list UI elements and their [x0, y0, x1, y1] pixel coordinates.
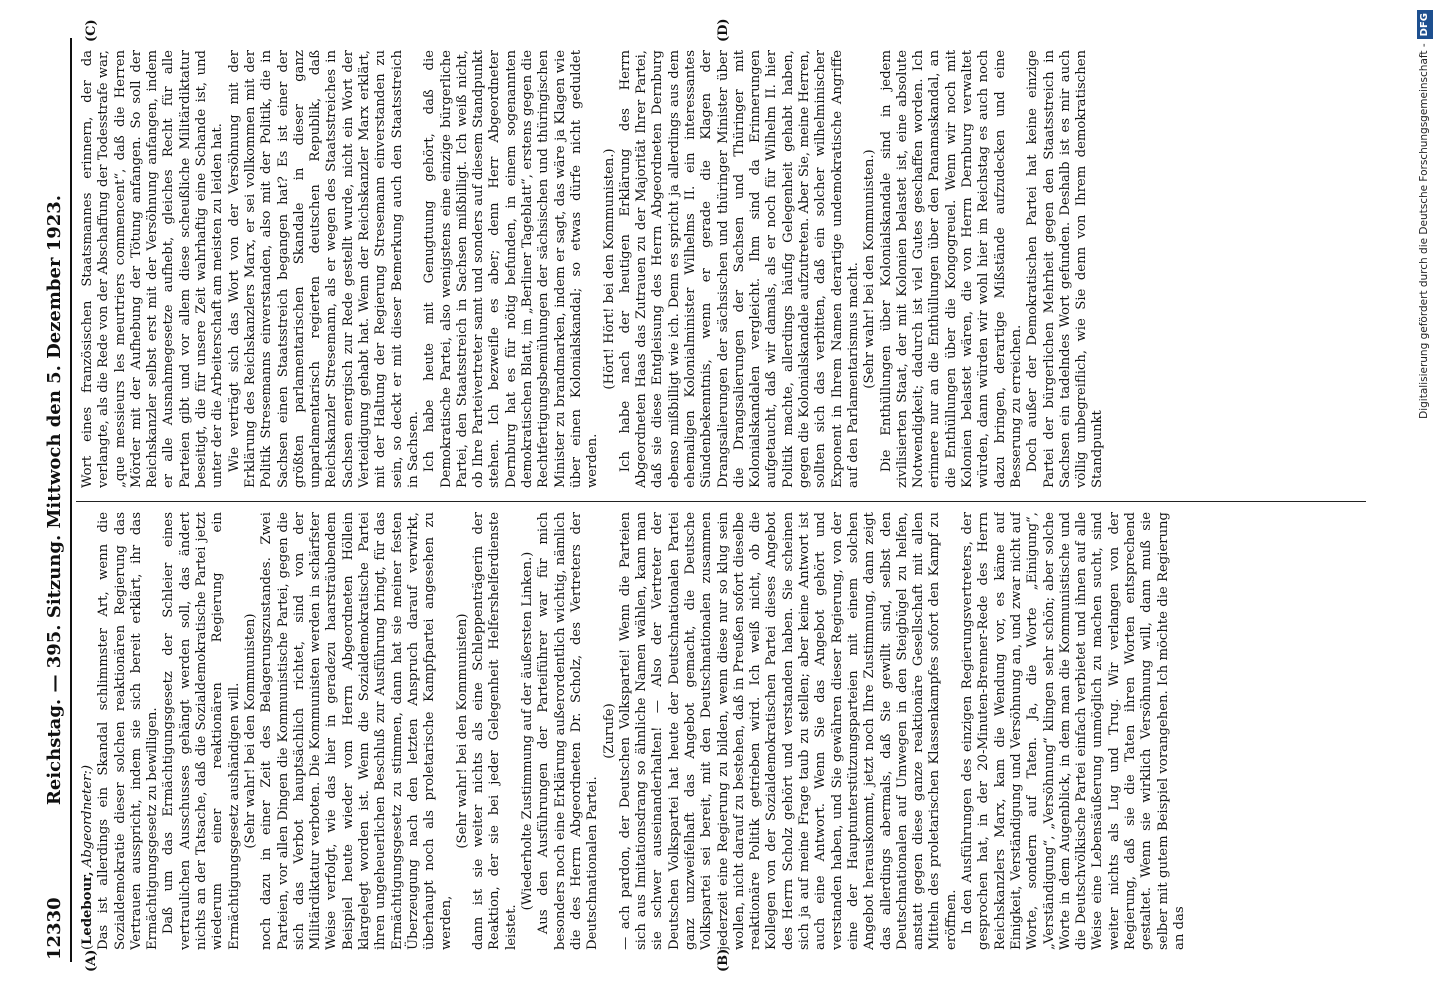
paragraph: Das ist allerdings ein Skandal schlimmster Art, wenn die Sozialdemokratie dieser solchen reaktionären Regierung das Vertrauen ausspricht, indem sie sich bereit erklärt, ihr das Ermächtigungsgesetz zu bewilligen. — [96, 512, 161, 950]
margin-mark-c: (C) — [84, 19, 99, 42]
page-number: 12330 — [44, 897, 65, 960]
margin-mark-d: (D) — [716, 18, 731, 42]
speaker-name: Ledebour, — [80, 871, 95, 945]
header-rule — [70, 38, 72, 962]
credit-text: Digitalisierung gefördert durch die Deutsche Forschungsgemeinschaft - — [1418, 43, 1430, 419]
paragraph: Wie verträgt sich das Wort von der Versöhnung mit der Erklärung des Reichskanzlers Marx, er sei vollkommen mit der Politik Stresemanns einverstanden, also mit der Politik, die in Sachsen einen Staatsstreich begangen hat? Es ist einer der größten parlamentarischen Skandale in dieser ganz unparlamentarisch regierten deutschen Republik, daß Reichskanzler Stresemann, als er wegen des Staatsstreiches in Sachsen energisch zur Rede gestellt wurde, nicht ein Wort der Verteidigung gehabt hat. Wenn der Reichskanzler Marx erklärt, mit der Haltung der Regierung Stresemann einverstanden zu sein, so deckt er mit dieser Bemerkung auch den Staatsstreich in Sachsen. — [226, 50, 421, 488]
left-column — [80, 512, 1362, 950]
paragraph: Aus den Ausführungen der Parteiführer war für mich besonders noch eine Erklärung außerordentlich wichtig, nämlich die des Herrn Abgeordneten Dr. Scholz, des Vertreters der Deutschnationalen Partei. — [536, 512, 601, 950]
page-title: Reichstag. — 395. Sitzung. Mittwoch den 5. Dezember 1923. — [44, 194, 65, 806]
paragraph: Daß um das Ermächtigungsgesetz der Schleier eines vertraulichen Ausschusses gehängt werden soll, das ändert nichts an der Tatsache, daß die Sozialdemokratische Partei jetzt wiederum einer reaktionären Regierung ein Ermächtigungsgesetz aushändigen will. — [161, 512, 242, 950]
paragraph: In den Ausführungen des einzigen Regierungsvertreters, der gesprochen hat, in der 20-Minuten-Brenner-Rede des Herrn Reichskanzlers Marx, kam die Wendung vor, es käme auf Einigkeit, Verständigung und Versöhnung an, und zwar nicht auf Worte, sondern auf Taten. Ja, die Worte „Einigung“, „Verständigung“, „Versöhnung“ klingen sehr schön; aber solche Worte in dem Augenblick, in dem man die Kommunistische und die Deutschvölkische Partei einfach verbietet und ihnen auf alle Weise eine Lebensäußerung unmöglich zu machen sucht, sind weiter nichts als Lug und Trug. Wir verlangen von der Regierung, daß sie die Taten ihren Worten entsprechend gestaltet. Wenn sie wirklich Versöhnung will, dann muß sie selber mit gutem Beispiel vorangehen. Ich möchte die Regierung an das — [960, 512, 1187, 950]
interjection: (Sehr wahr! bei den Kommunisten) — [242, 613, 258, 849]
margin-mark-a: (A) — [84, 949, 99, 972]
right-column — [80, 50, 1362, 488]
paragraph: Ich habe nach der heutigen Erklärung des Herrn Abgeordneten Haas das Zutrauen zu der Majorität Ihrer Partei, daß sie diese Entgleisung des Herrn Abgeordneten Dernburg ebenso mißbilligt wie ich. Denn es spricht ja allerdings aus dem ehemaligen Kolonialminister Wilhelms II. ein interessantes Sündenbekenntnis, wenn er gerade die Klagen der Drangsalierungen der sächsischen und thüringer Minister über die Drangsalierungen der Sachsen und Thüringer mit Kolonialskandalen vergleicht. Ihm sind da Erinnerungen aufgetaucht, daß wir damals, als er noch für Wilhelm II. hier Politik machte, allerdings häufig Gelegenheit gehabt haben, gegen die Kolonialskandale aufzutreten. Aber Sie, meine Herren, sollten sich das verbitten, daß ein solcher wilhelminischer Exponent in Ihrem Namen derartige undemokratische Angriffe auf den Parlamentarismus macht. — [617, 50, 861, 488]
paragraph: Ich habe heute mit Genugtuung gehört, daß die Demokratische Partei, also wenigstens eine einzige bürgerliche Partei, den Staatsstreich in Sachsen mißbilligt. Ich weiß nicht, ob Ihre Parteivertreter samt und sonders auf diesem Standpunkt stehen. Ich bezweifle es aber; denn Herr Abgeordneter Dernburg hat es für nötig befunden, in einem sogenannten demokratischen Blatt, im „Berliner Tageblatt“, erstens gegen die Rechtfertigungsbemühungen der sächsischen und thüringischen Minister zu brandmarken, indem er sagt, das wäre ja Klagen wie über einen Kolonialskandal; so etwas dürfe nicht geduldet werden. — [422, 50, 601, 488]
paragraph: dann ist sie weiter nichts als eine Schleppenträgerin der Reaktion, der sie bei jeder Gelegenheit Helfershelferdienste leistet. — [471, 512, 519, 950]
interjection: (Sehr wahr! bei den Kommunisten) — [454, 613, 470, 849]
paragraph: Die Enthüllungen über Kolonialskandale sind in jedem zivilisierten Staat, der mit Kolonien belastet ist, eine absolute Notwendigkeit; dadurch ist viel Gutes geschaffen worden. Ich erinnere nur an die Enthüllungen über den Panamaskandal, an die Enthüllungen über die Kongogreuel. Wenn wir noch mit Kolonien belastet wären, die von Herrn Dernburg verwaltet würden, dann würden wir wohl hier im Reichstag es auch noch dazu bringen, derartige Mißstände aufzudecken und eine Besserung zu erreichen. — [878, 50, 1024, 488]
interjection: (Wiederholte Zustimmung auf der äußersten Linken.) — [520, 551, 536, 911]
dfg-logo: DFG — [1417, 10, 1433, 39]
digitization-credit — [1416, 10, 1432, 990]
interjection: (Sehr wahr! bei den Kommunisten.) — [862, 149, 878, 389]
paragraph: Doch außer der Demokratischen Partei hat keine einzige Partei der bürgerlichen Mehrheit gegen den Staatsstreich in Sachsen ein tadelndes Wort gefunden. Deshalb ist es mir auch völlig unbegreiflich, wie Sie denn von Ihrem demokratischen Standpunkt — [1025, 50, 1106, 488]
speaker-role: Abgeordneter:) — [80, 764, 95, 868]
speaker-line: (Ledebour, Abgeordneter:) — [80, 764, 95, 950]
paragraph: Wort eines französischen Staatsmannes erinnern, der da verlangte, als die Rede von der Abschaffung der Todesstrafe war, „que messieurs les meurtriers commencent“, daß die Herren Mörder mit der Aufhebung der Tötung anfangen. So soll der Reichskanzler selbst erst mit der Versöhnung anfangen, indem er alle Ausnahmegesetze aufhebt, gleiches Recht für alle Parteien gibt und vor allem diese scheußliche Militärdiktatur beseitigt, die für unsere Zeit wahrhaftig eine Schande ist, und unter der die Arbeiterschaft am meisten zu leiden hat. — [80, 50, 226, 488]
interjection: (Hört! Hört! bei den Kommunisten.) — [601, 148, 617, 390]
page-header — [44, 40, 70, 960]
paragraph: noch dazu in einer Zeit des Belagerungszustandes. Zwei Parteien, vor allen Dingen die Kommunistische Partei, gegen die sich das Verbot hauptsächlich richtet, sind von der Militärdiktatur verboten. Die Kommunisten werden in schärfster Weise verfolgt, wie das hier in geradezu haarsträubendem Beispiel heute wieder vom Herrn Abgeordneten Höllein klargelegt worden ist. Wenn die Sozialdemokratische Partei ihren ungeheuerlichen Beschluß zur Ausführung bringt, für das Ermächtigungsgesetz zu stimmen, dann hat sie meiner festen Überzeugung nach den letzten Anspruch darauf verwirkt, überhaupt noch als proletarische Kampfpartei angesehen zu werden, — [259, 512, 454, 950]
margin-mark-b: (B) — [716, 948, 731, 972]
interjection: (Zurufe) — [601, 703, 617, 759]
paragraph: — ach pardon, der Deutschen Volkspartei! Wenn die Parteien sich aus Imitationsdrang so ähnliche Namen wählen, kann man sie schwer auseinanderhalten! — Also der Vertreter der Deutschen Volkspartei hat heute der Deutschnationalen Partei ganz unzweifelhaft das Angebot gemacht, die Deutsche Volkspartei sei bereit, mit den Deutschnationalen zusammen jederzeit eine Regierung zu bilden, wenn diese nur so klug sein wollen, nicht darauf zu bestehen, daß in Preußen sofort dieselbe reaktionäre Politik getrieben wird. Ich weiß nicht, ob die Kollegen von der Sozialdemokratischen Partei dieses Angebot des Herrn Scholz gehört und verstanden haben. Sie scheinen sich ja auf meine Frage taub zu stellen; aber keine Antwort ist auch eine Antwort. Wenn Sie das Angebot gehört und verstanden haben, und Sie gewähren dieser Regierung, von der eine der Hauptunterstützungsparteien mit einem solchen Angebot herauskommt, jetzt noch Ihre Zustimmung, dann zeigt das allerdings abermals, daß Sie gewillt sind, selbst den Deutschnationalen auf Umwegen in den Steigbügel zu helfen, anstatt gegen diese ganze reaktionäre Gesellschaft mit allen Mitteln des proletarischen Klassenkampfes sofort den Kampf zu eröffnen. — [617, 512, 959, 950]
column-divider — [76, 501, 1366, 502]
